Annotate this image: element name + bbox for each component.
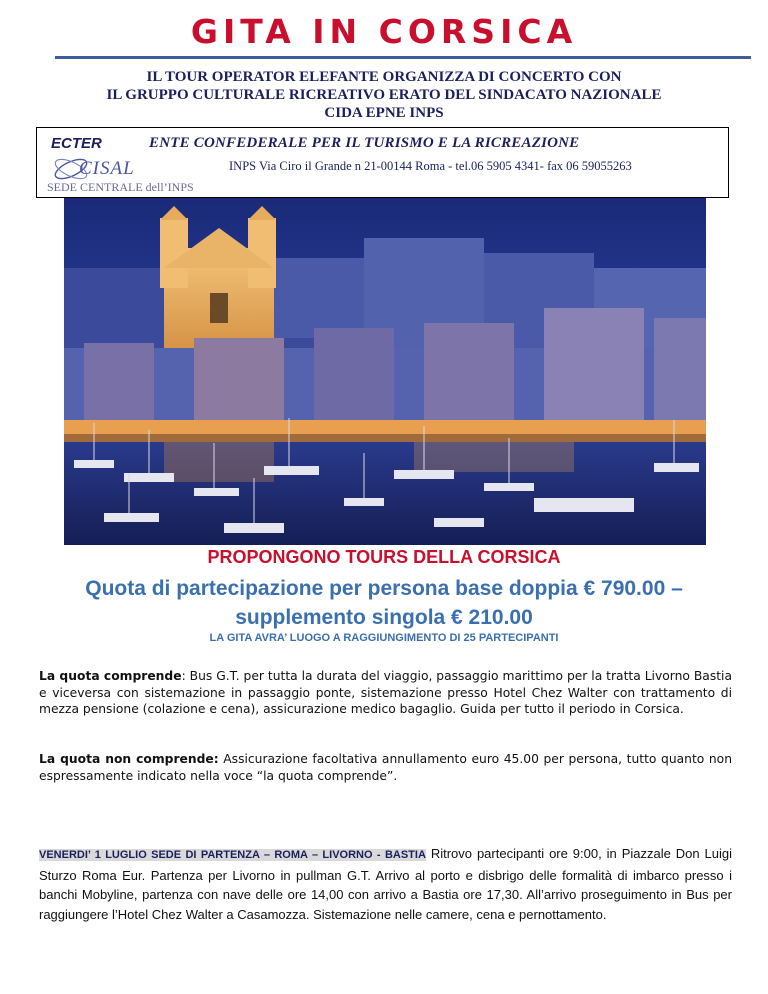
organizer-line-2: IL GRUPPO CULTURALE RICREATIVO ERATO DEL SINDACATO NAZIONALE xyxy=(106,87,662,103)
quota-comprende-paragraph xyxy=(39,668,732,718)
ecter-label: ECTER xyxy=(51,135,102,152)
participants-condition: LA GITA AVRA’ LUOGO A RAGGIUNGIMENTO DI 25 PARTECIPANTI xyxy=(209,632,559,644)
page-title: GITA IN CORSICA xyxy=(190,12,578,51)
price-line-1: Quota di partecipazione per persona base doppia € 790.00 – xyxy=(85,577,683,600)
organizer-line-1: IL TOUR OPERATOR ELEFANTE ORGANIZZA DI CONCERTO CON xyxy=(146,69,622,85)
organizer-block xyxy=(0,68,768,122)
cisal-logo-text: CISAL xyxy=(79,158,135,179)
ente-info-box xyxy=(36,127,729,198)
quota-non-comprende-label: La quota non comprende: xyxy=(39,752,219,766)
bastia-harbour-night-photo xyxy=(64,198,706,545)
organizer-line-3: CIDA EPNE INPS xyxy=(324,105,444,121)
day-1-text: Ritrovo partecipanti ore 9:00, in Piazzale Don Luigi Sturzo Roma Eur. Partenza per Livorno in pullman G.T. Arrivo al porto e disbrigo delle formalità di imbarco presso i banchi Mobyline, partenza con nave delle ore 14,00 con arrivo a Bastia ore 17,30. All’arrivo proseguimento in Bus per raggiungere l’Hotel Chez Walter a Casamozza. Sistemazione nelle camere, cena e pernottamento. xyxy=(39,846,732,922)
itinerary-day-1 xyxy=(39,844,732,924)
quota-non-comprende-text: Assicurazione facoltativa annullamento euro 45.00 per persona, tutto quanto non espressamente indicato nella voce “la quota comprende”. xyxy=(39,752,732,783)
price-block xyxy=(30,574,738,632)
ente-name: ENTE CONFEDERALE PER IL TURISMO E LA RICREAZIONE xyxy=(149,135,580,151)
quota-comprende-text: : Bus G.T. per tutta la durata del viaggio, passaggio marittimo per la tratta Livorno Bastia e viceversa con sistemazione in passaggio ponte, sistemazione presso Hotel Chez Walter con trattamento di mezza pensione (colazione e cena), assicurazione medico bagaglio. Guida per tutto il periodo in Corsica. xyxy=(39,669,732,717)
ente-address: INPS Via Ciro il Grande n 21-00144 Roma - tel.06 5905 4341- fax 06 59055263 xyxy=(229,159,632,173)
offer-headline: PROPONGONO TOURS DELLA CORSICA xyxy=(207,547,561,567)
quota-comprende-label: La quota comprende xyxy=(39,669,182,683)
sede-label: SEDE CENTRALE dell’INPS xyxy=(47,180,194,194)
title-underline xyxy=(55,56,751,59)
day-1-heading: VENERDI’ 1 LUGLIO SEDE DI PARTENZA – ROMA – LIVORNO - BASTIA xyxy=(39,849,426,861)
quota-non-comprende-paragraph xyxy=(39,751,732,784)
price-line-2: supplemento singola € 210.00 xyxy=(235,606,533,629)
